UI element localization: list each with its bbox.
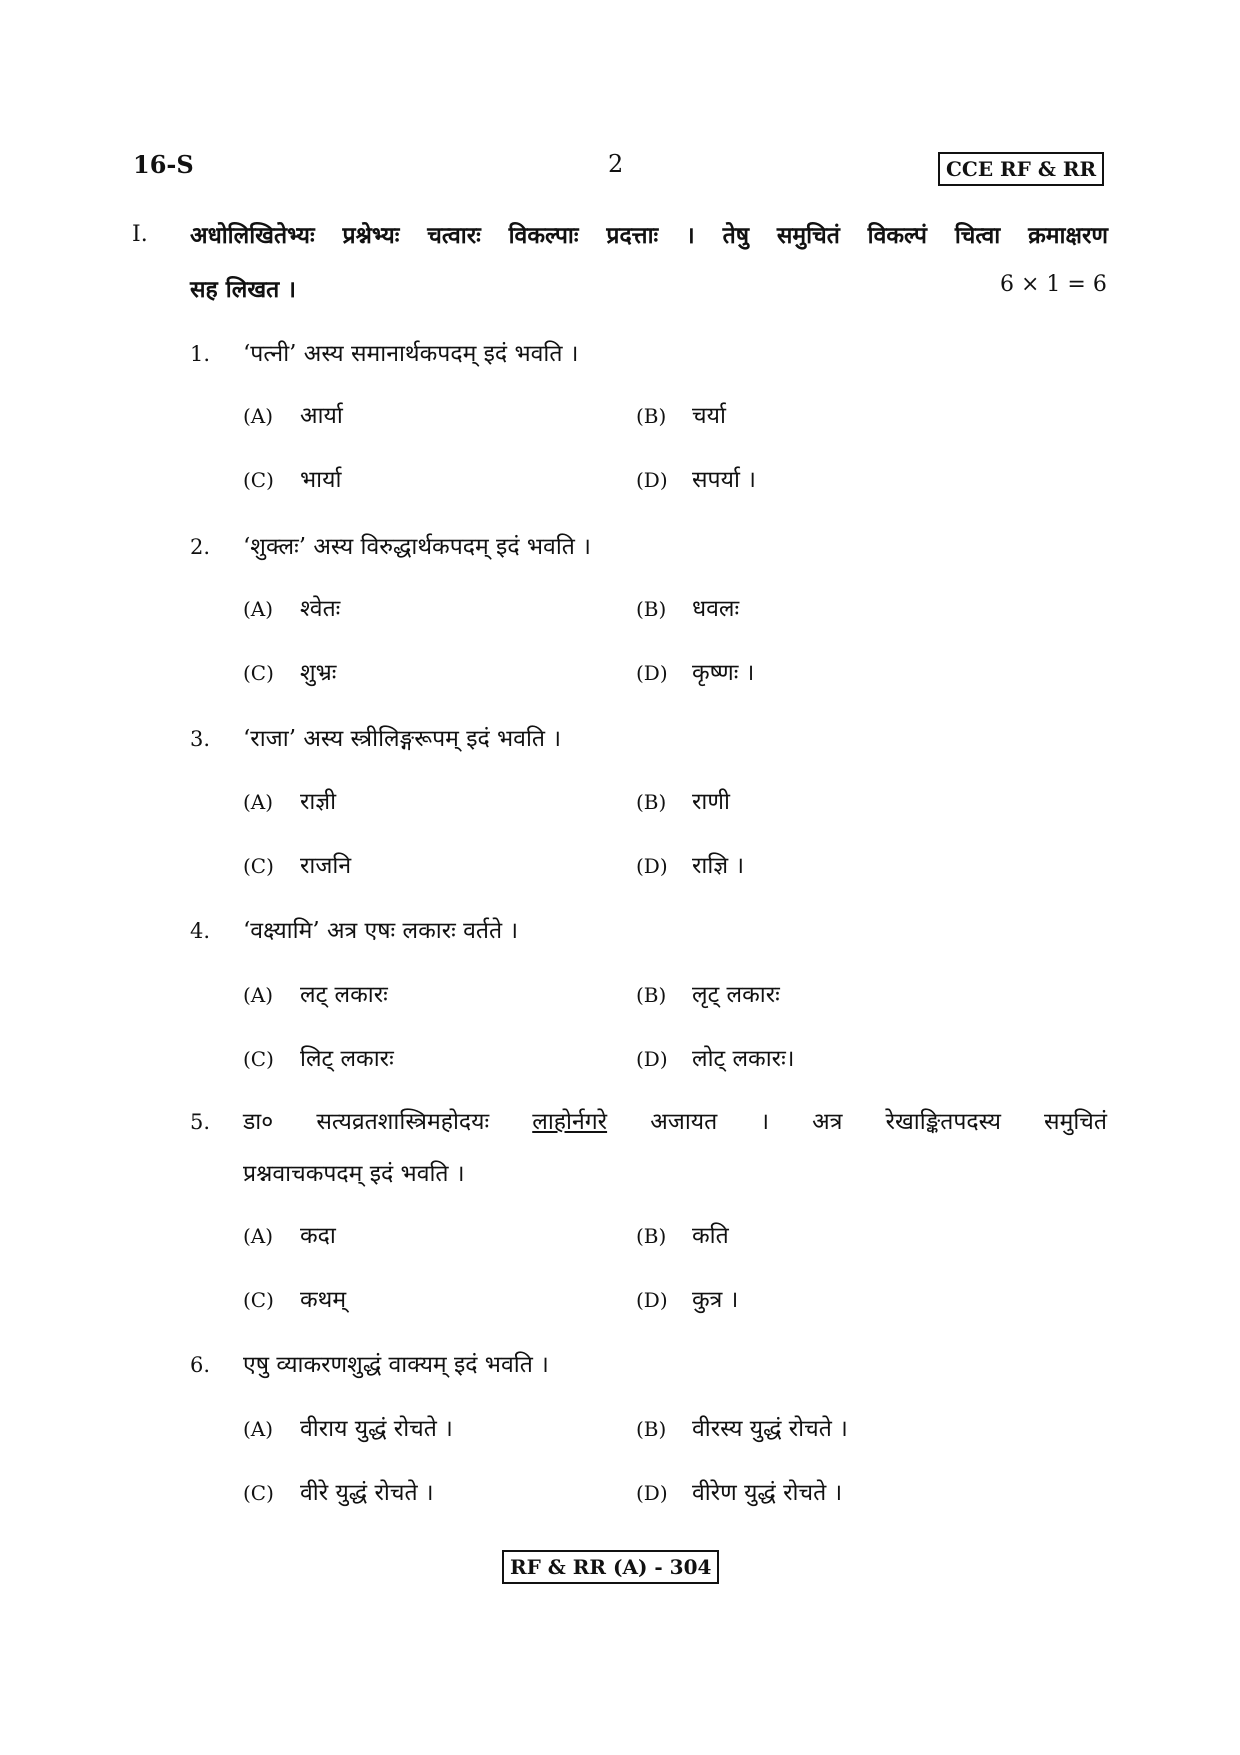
- q3-option-d-label: (D): [636, 854, 668, 878]
- q4-option-a-text: लट् लकारः: [300, 982, 388, 1008]
- q4-option-b-label: (B): [636, 983, 667, 1007]
- q1-option-c-label: (C): [243, 468, 274, 492]
- q3-option-a-text: राज्ञी: [300, 789, 337, 815]
- q6-option-b-label: (B): [636, 1417, 667, 1441]
- question-5-text-line-1: [243, 1104, 1107, 1136]
- q5-option-b-text: कति: [692, 1223, 729, 1249]
- question-6-number: 6.: [190, 1353, 211, 1377]
- q6-option-d-label: (D): [636, 1481, 668, 1505]
- question-1-number: 1.: [190, 342, 211, 366]
- series-box: CCE RF & RR: [938, 152, 1104, 186]
- q4-option-c-label: (C): [243, 1047, 274, 1071]
- question-6-text: एषु व्याकरणशुद्धं वाक्यम् इदं भवति ।: [243, 1352, 549, 1378]
- instruction-line-1: अधोलिखितेभ्यः प्रश्नेभ्यः चत्वारः विकल्पाः प्रदत्ताः । तेषु समुचितं विकल्पं चित्वा क्रमाक्षरण: [190, 222, 1108, 249]
- q6-option-b-text: वीरस्य युद्धं रोचते ।: [692, 1416, 848, 1442]
- question-4-text: ‘वक्ष्यामि’ अत्र एषः लकारः वर्तते ।: [243, 918, 519, 944]
- question-1-text: ‘पत्नी’ अस्य समानार्थकपदम् इदं भवति ।: [243, 341, 579, 367]
- q4-option-d-label: (D): [636, 1047, 668, 1071]
- q2-option-d-label: (D): [636, 661, 668, 685]
- q3-option-d-text: राज्ञि ।: [692, 853, 745, 879]
- q2-option-a-text: श्वेतः: [300, 596, 341, 622]
- question-2-number: 2.: [190, 535, 211, 559]
- question-5-number: 5.: [190, 1110, 211, 1134]
- q1-option-a-text: आर्या: [300, 403, 343, 429]
- q5-option-c-text: कथम्: [300, 1287, 347, 1313]
- q6-option-c-text: वीरे युद्धं रोचते ।: [300, 1480, 434, 1506]
- question-5-text-line-2: प्रश्नवाचकपदम् इदं भवति ।: [243, 1161, 465, 1187]
- q4-option-c-text: लिट् लकारः: [300, 1046, 394, 1072]
- question-5-text-part-2: अजायत । अत्र रेखाङ्कितपदस्य समुचितं: [650, 1109, 1108, 1135]
- question-5-underlined-word: लाहोर्नगरे: [532, 1109, 608, 1135]
- question-2-text: ‘शुक्लः’ अस्य विरुद्धार्थकपदम् इदं भवति ।: [243, 534, 591, 560]
- q5-option-d-text: कुत्र ।: [692, 1287, 739, 1313]
- q1-option-d-text: सपर्या ।: [692, 467, 756, 493]
- q6-option-a-text: वीराय युद्धं रोचते ।: [300, 1416, 453, 1442]
- q2-option-c-label: (C): [243, 661, 274, 685]
- q3-option-c-label: (C): [243, 854, 274, 878]
- q6-option-c-label: (C): [243, 1481, 274, 1505]
- q5-option-b-label: (B): [636, 1224, 667, 1248]
- q3-option-b-label: (B): [636, 790, 667, 814]
- q6-option-d-text: वीरेण युद्धं रोचते ।: [692, 1480, 843, 1506]
- question-3-text: ‘राजा’ अस्य स्त्रीलिङ्गरूपम् इदं भवति ।: [243, 726, 562, 752]
- q5-option-d-label: (D): [636, 1288, 668, 1312]
- paper-code: 16-S: [133, 150, 194, 179]
- q1-option-c-text: भार्या: [300, 467, 342, 493]
- footer-code-box: RF & RR (A) - 304: [502, 1550, 719, 1584]
- q4-option-a-label: (A): [243, 983, 274, 1007]
- q5-option-a-label: (A): [243, 1224, 274, 1248]
- q5-option-c-label: (C): [243, 1288, 274, 1312]
- q4-option-b-text: लृट् लकारः: [692, 982, 780, 1008]
- q3-option-c-text: राजनि: [300, 853, 352, 879]
- q2-option-a-label: (A): [243, 597, 274, 621]
- section-number: I.: [132, 222, 148, 247]
- q2-option-b-label: (B): [636, 597, 667, 621]
- q1-option-a-label: (A): [243, 404, 274, 428]
- q6-option-a-label: (A): [243, 1417, 274, 1441]
- q5-option-a-text: कदा: [300, 1223, 336, 1249]
- q1-option-b-label: (B): [636, 404, 667, 428]
- question-5-text-part-1: डा० सत्यव्रतशास्त्रिमहोदयः: [243, 1109, 490, 1135]
- q2-option-c-text: शुभ्रः: [300, 660, 337, 686]
- q2-option-d-text: कृष्णः ।: [692, 660, 755, 686]
- q2-option-b-text: धवलः: [692, 596, 740, 622]
- q3-option-a-label: (A): [243, 790, 274, 814]
- q1-option-b-text: चर्या: [692, 403, 726, 429]
- marks-allocation: 6 × 1 = 6: [1000, 272, 1107, 297]
- q1-option-d-label: (D): [636, 468, 668, 492]
- page-number: 2: [608, 150, 624, 178]
- instruction-line-2: सह लिखत ।: [190, 276, 296, 303]
- q4-option-d-text: लोट् लकारः।: [692, 1046, 795, 1072]
- question-4-number: 4.: [190, 919, 211, 943]
- q3-option-b-text: राणी: [692, 789, 730, 815]
- question-3-number: 3.: [190, 727, 211, 751]
